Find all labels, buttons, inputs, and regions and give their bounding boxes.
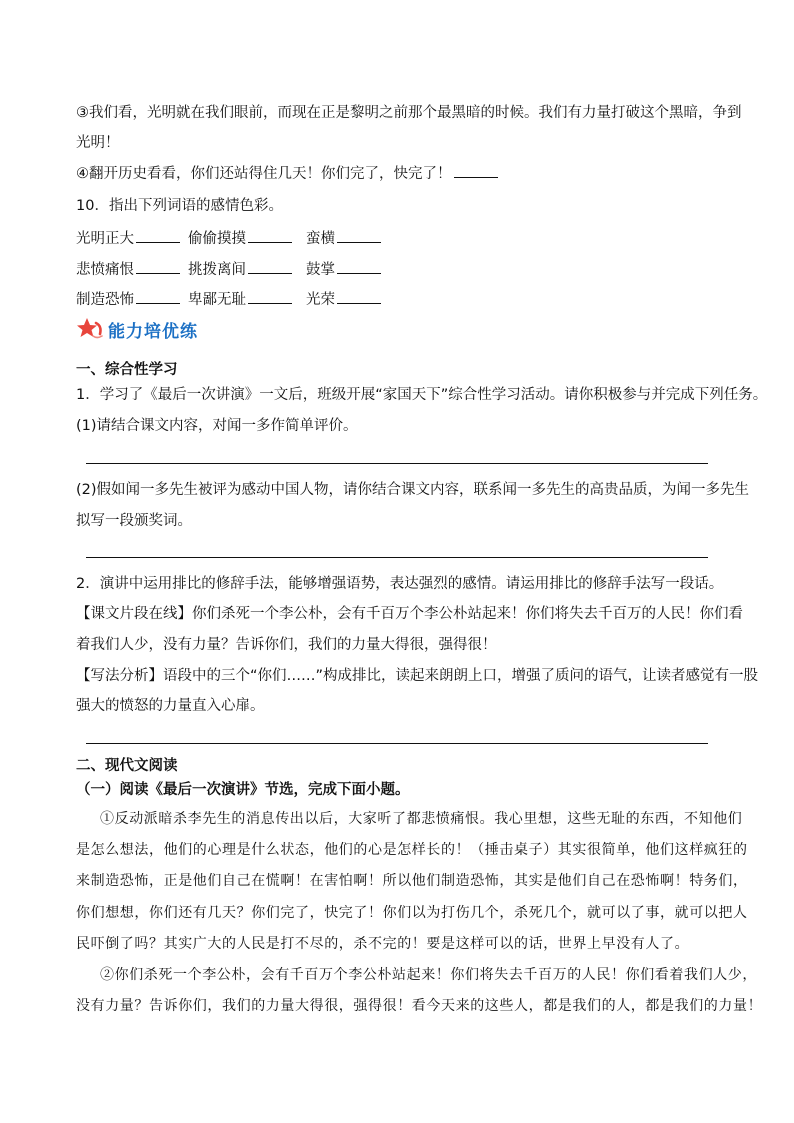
passage-p2-line: ②你们杀死一个李公朴，会有千百万个李公朴站起来！你们将失去千百万的人民！你们看着我们人少， [100,967,757,983]
word-blank [337,289,381,304]
word-cell [76,228,180,249]
word-blank [248,289,292,304]
q2-analysis-line1: 【写法分析】语段中的三个“你们……”构成排比，读起来朗朗上口，增强了质问的语气，让读者感觉有一股 [76,668,759,684]
item3-line1: ③我们看，光明就在我们眼前，而现在正是黎明之前那个最黑暗的时候。我们有力量打破这个黑暗，争到 [76,105,742,121]
word-cell [188,289,292,310]
q1-line1: 1．学习了《最后一次讲演》一文后，班级开展“家国天下”综合性学习活动。请你积极参与并完成下列任务。 [76,387,768,403]
word-cell [188,259,292,280]
passage-p1-line: 来制造恐怖，正是他们自己在慌啊！在害怕啊！所以他们制造恐怖，其实是他们自己在恐怖啊！特务们， [76,873,748,889]
passage-p1-line: ①反动派暗杀李先生的消息传出以后，大家听了都悲愤痛恨。我心里想，这些无耻的东西，不知他们 [100,811,743,827]
q1-sub2-line1: (2)假如闻一多先生被评为感动中国人物，请你结合课文内容，联系闻一多先生的高贵品质，为闻一多先生 [76,482,750,498]
word-text: 偷偷摸摸 [188,231,246,247]
word-blank [248,228,292,243]
q2-excerpt-line2: 着我们人少，没有力量？告诉你们，我们的力量大得很，强得很！ [76,637,497,653]
section-badge-title: 能力培优练 [108,321,198,342]
q2-analysis-line2: 强大的愤怒的力量直入心扉。 [76,698,265,714]
word-blank [248,259,292,274]
part2-heading: 二、现代文阅读 [76,758,178,774]
passage-p1-line: 是怎么想法，他们的心理是什么状态，他们的心是怎样长的！（捶击桌子）其实很简单，他们这样疯狂的 [76,842,748,858]
q1-sub1: (1)请结合课文内容，对闻一多作简单评价。 [76,418,358,434]
word-text: 制造恐怖 [76,292,134,308]
passage-p1-line: 你们想想，你们还有几天？你们完了，快完了！你们以为打伤几个，杀死几个，就可以了事，就可以把人 [76,905,748,921]
word-text: 悲愤痛恨 [76,262,134,278]
word-text: 鼓掌 [306,262,335,278]
word-text: 光明正大 [76,231,134,247]
q2-line1: 2．演讲中运用排比的修辞手法，能够增强语势，表达强烈的感情。请运用排比的修辞手法写一段话。 [76,576,724,592]
word-blank [136,289,180,304]
answer-line-2[interactable] [86,557,708,558]
section-badge [76,316,198,342]
word-blank [337,259,381,274]
passage-p2-line: 没有力量？告诉你们，我们的力量大得很，强得很！看今天来的这些人，都是我们的人，都是我们的力量！ [76,998,763,1014]
word-blank [136,228,180,243]
star-icon [76,317,106,341]
word-cell [76,259,180,280]
word-text: 光荣 [306,292,335,308]
word-cell [306,289,381,310]
word-cell [188,228,292,249]
word-text: 挑拨离间 [188,262,246,278]
q2-excerpt-line1: 【课文片段在线】你们杀死一个李公朴，会有千百万个李公朴站起来！你们将失去千百万的人民！你们看 [76,606,743,622]
item4-text: ④翻开历史看看，你们还站得住几天！你们完了，快完了！ [76,166,452,182]
q1-sub2-line2: 拟写一段颁奖词。 [76,513,192,529]
item4-line [76,163,498,184]
q10-prompt: 10．指出下列词语的感情色彩。 [76,198,283,214]
word-text: 蛮横 [306,231,335,247]
word-blank [337,228,381,243]
word-text: 卑鄙无耻 [188,292,246,308]
answer-line-3[interactable] [86,743,708,744]
passage-p1-line: 民吓倒了吗？其实广大的人民是打不尽的，杀不完的！要是这样可以的话，世界上早没有人了。 [76,936,690,952]
item3-line2: 光明！ [76,135,120,151]
item4-blank [454,163,498,178]
word-cell [76,289,180,310]
part1-heading: 一、综合性学习 [76,362,178,378]
word-cell [306,228,381,249]
word-cell [306,259,381,280]
part2-subheading: （一）阅读《最后一次演讲》节选，完成下面小题。 [76,782,410,798]
word-blank [136,259,180,274]
answer-line-1[interactable] [86,463,708,464]
